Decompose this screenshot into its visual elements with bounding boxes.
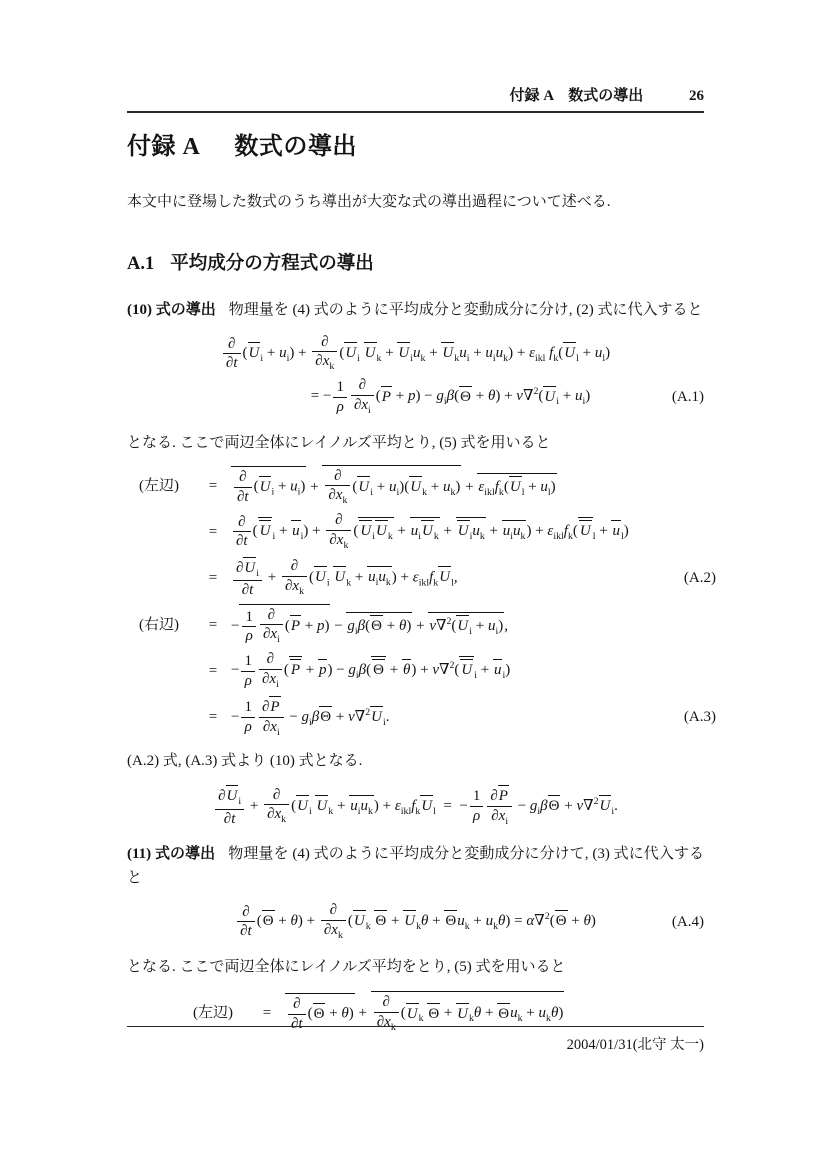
chapter-name: 数式の導出 [234,134,357,160]
equals-sign: = [208,569,218,586]
equation-row [139,604,704,646]
derivation11-paragraph [127,842,704,890]
section-number: A.1 [127,254,155,275]
equation-body: ∂ ∂t (Θ + θ) + ∂ $\partial x_k$ ($U_k$ $\Theta + U_k\theta + \Theta u_k + u_k\theta$) [285,991,564,1033]
section-title: 平均成分の方程式の導出 [170,254,374,275]
equals-sign: = [208,477,218,494]
derivation10-lead: (10) 式の導出 [127,301,216,318]
derivation11-text: 物理量を (4) 式のように平均成分と変動成分に分けて, (3) 式に代入すると [127,846,705,886]
page-number: 26 [689,88,704,104]
equation-body: ∂ ∂t ( U $_i + u_i$) + ∂ $\partial x_k$ ( $U_iU_k + u_iU_k + U_iu_k + u_iu_k) + \varepsilon_{ikl}f_k$( U $_l + u_l$) [231,512,629,551]
equation-lhs: (左辺) [193,1004,233,1021]
equation-lhs: (左辺) [139,477,179,494]
equation-body: − $\frac{1}{\rho}$ ∂ $\partial x_i$ $(P + p) - g_i\beta(\Theta + \theta) + \nu\nabla^2(U_i + u_i)$, [231,604,508,646]
running-header [127,84,704,113]
equation-a4 [127,902,704,941]
chapter-label: 付録 A [127,134,201,160]
align-block-10 [139,465,716,739]
equals-sign: = [208,663,218,680]
page-footer [127,1026,704,1054]
equation-10-final-body: $\frac{\partial U_i}{\partial t}$ + ∂ $\partial x_k$ ($U_i$ $U_k + u_iu_k) + \varepsilon_{ikl}f_kU_l$ = − $\frac{1}{\rho}$ $\frac{\partial P}{\partial x_i}$ − $g_i\beta\Theta + \nu\nabla^2U_i$. [127,785,704,828]
equation-tag-a4: (A.4) [671,913,704,930]
equation-body: − $\frac{1}{\rho}$ ∂ $\partial x_i$ ( $P + p) - g_i\beta$( Θ + θ) + ν∇$^2$( U $_i + u_i$) [231,651,511,690]
equation-body: $\frac{\partial U_i}{\partial t}$ + ∂ $\partial x_k$ ($U_i$ $U_k + u_iu_k) + \varepsilon_{ikl}f_kU_l$, [231,557,458,599]
equation-row [139,465,704,507]
running-header-title: 付録 A 数式の導出 [509,88,644,104]
equation-a4-body: ∂ ∂t (Θ + θ) + ∂ $\partial x_k$ ($U_k$ $\Theta + U_k\theta + \Theta u_k + u_k\theta) = \alpha\nabla^2(\Theta + \theta)$ [127,902,704,941]
reynolds-text-1: となる. ここで両辺全体にレイノルズ平均とり, (5) 式を用いると [127,434,551,451]
equation-lhs: (右辺) [139,617,179,634]
equals-sign: = [208,523,218,540]
equals-sign: = [262,1004,272,1021]
equation-body: ∂ ∂t $(U_i + u_i)$ + ∂ $\partial x_k$ $(U_i + u_i)(U_k + u_k) + \varepsilon_{ikl}f_k(U_l + u_l)$ [231,465,557,507]
equals-sign: = [208,709,218,726]
derivation10-paragraph [127,298,704,322]
equation-row [139,557,716,599]
equation-row [139,696,716,739]
derivation10-text: 物理量を (4) 式のように平均成分と変動成分に分け, (2) 式に代入すると [228,301,703,318]
equation-row [139,651,704,690]
derivation11-lead: (11) 式の導出 [127,846,216,862]
equation-10-final [127,785,704,828]
page-content [127,128,716,1039]
chapter-title [127,128,704,166]
equals-sign: = [208,617,218,634]
equation-tag-a2: (A.2) [683,569,716,586]
footer-date-credit: 2004/01/31(北守 太一) [566,1037,704,1053]
reynolds-text-2: となる. ここで両辺全体にレイノルズ平均をとり, (5) 式を用いると [127,959,566,976]
equation-body: − $\frac{1}{\rho}$ $\frac{\partial P}{\partial x_i}$ − $g_i\beta\Theta + \nu\nabla^2U_i$. [231,696,390,739]
equation-a1-line1: ∂ ∂t $(U_i + u_i)$ + ∂ $\partial x_k$ ($U_i$ $U_k + U_iu_k + U_ku_i + u_iu_k) + \varepsilon_{ikl}$ $f_k(U_l + u_l)$ [127,334,704,373]
equation-a1-line2: = − $\frac{1}{\rho}$ ∂ $\partial x_i$ $(P + p) - g_i\beta(\Theta + \theta) + \nu\nabla^2(U_i + u_i)$ [310,377,591,416]
section-heading [127,250,704,280]
equation-row [139,512,704,551]
equation-tag-a1: (A.1) [671,388,704,405]
equation-tag-a3: (A.3) [683,709,716,726]
intro-paragraph: 本文中に登場した数式のうち導出が大変な式の導出過程について述べる. [127,194,611,211]
conclusion-text-10: (A.2) 式, (A.3) 式より (10) 式となる. [127,752,363,769]
equation-a1 [127,334,704,417]
